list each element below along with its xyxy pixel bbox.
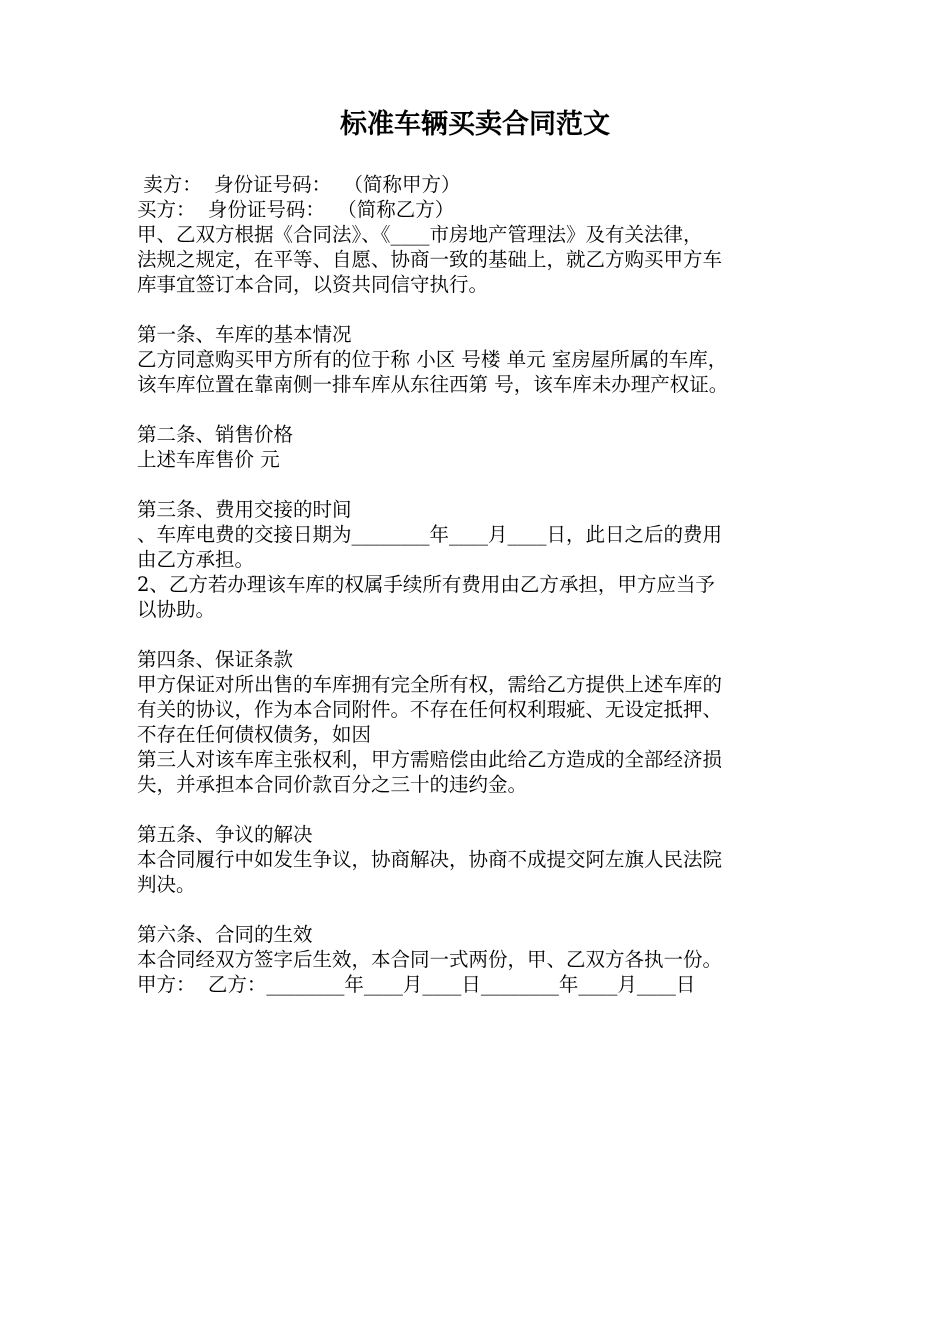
paragraph-gap <box>137 472 837 497</box>
article-4-line: 第三人对该车库主张权利，甲方需赔偿由此给乙方造成的全部经济损 <box>137 748 723 771</box>
article-3-line: 由乙方承担。 <box>137 548 255 571</box>
article-4-heading: 第四条、保证条款 <box>137 648 294 671</box>
buyer-line: 买方： 身份证号码： （简称乙方） <box>137 198 455 221</box>
article-6-line: 本合同经双方签字后生效，本合同一式两份，甲、乙双方各执一份。 <box>137 948 723 971</box>
article-5-line: 本合同履行中如发生争议，协商解决，协商不成提交阿左旗人民法院 <box>137 848 723 871</box>
article-2-line: 上述车库售价 元 <box>137 448 280 471</box>
article-3-line: 、车库电费的交接日期为________年____月____日，此日之后的费用 <box>137 523 723 546</box>
article-2-heading: 第二条、销售价格 <box>137 423 294 446</box>
article-6-heading: 第六条、合同的生效 <box>137 923 313 946</box>
article-1-line: 该车库位置在靠南侧一排车库从东往西第 号，该车库未办理产权证。 <box>137 373 729 396</box>
article-3-line: 以协助。 <box>137 598 216 621</box>
paragraph-gap <box>137 297 837 322</box>
seller-line: 卖方： 身份证号码： （简称甲方） <box>137 173 461 196</box>
article-4-line: 甲方保证对所出售的车库拥有完全所有权，需给乙方提供上述车库的 <box>137 673 723 696</box>
preamble-line: 甲、乙双方根据《合同法》、《____市房地产管理法》及有关法律， <box>137 223 703 246</box>
signature-line: 甲方： 乙方：________年____月____日________年____月____日 <box>137 973 696 996</box>
article-5-line: 判决。 <box>137 873 196 896</box>
paragraph-gap <box>137 897 837 922</box>
paragraph-gap <box>137 797 837 822</box>
article-1-line: 乙方同意购买甲方所有的位于称 小区 号楼 单元 室房屋所属的车库， <box>137 348 728 371</box>
article-4-line: 有关的协议，作为本合同附件。不存在任何权利瑕疵、无设定抵押、 <box>137 698 723 721</box>
preamble-line: 库事宜签订本合同，以资共同信守执行。 <box>137 273 489 296</box>
paragraph-gap <box>137 397 837 422</box>
article-4-line: 不存在任何债权债务，如因 <box>137 723 372 746</box>
article-5-heading: 第五条、争议的解决 <box>137 823 313 846</box>
preamble-line: 法规之规定，在平等、自愿、协商一致的基础上，就乙方购买甲方车 <box>137 248 723 271</box>
article-3-heading: 第三条、费用交接的时间 <box>137 498 352 521</box>
document-title: 标准车辆买卖合同范文 <box>340 109 610 140</box>
paragraph-gap <box>137 622 837 647</box>
article-3-line: 2、乙方若办理该车库的权属手续所有费用由乙方承担，甲方应当予 <box>137 573 715 596</box>
article-1-heading: 第一条、车库的基本情况 <box>137 323 352 346</box>
article-4-line: 失，并承担本合同价款百分之三十的违约金。 <box>137 773 528 796</box>
document-body <box>137 172 837 997</box>
